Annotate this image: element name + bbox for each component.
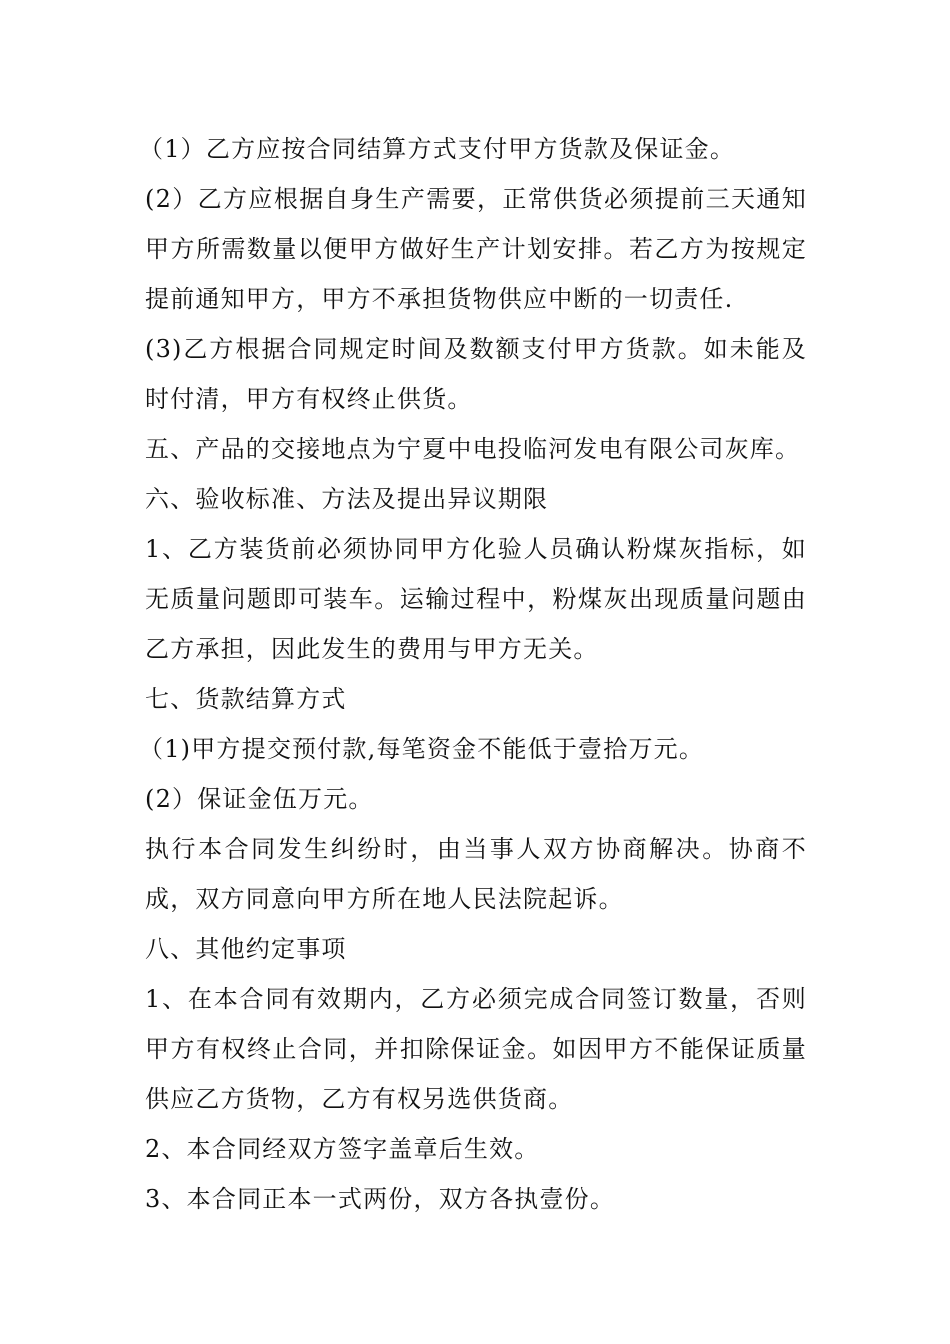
clause-copies: 3、本合同正本一式两份，双方各执壹份。	[145, 1185, 616, 1213]
section-other-terms-heading: 八、其他约定事项	[145, 935, 347, 963]
clause-contract-quantity: 1、在本合同有效期内，乙方必须完成合同签订数量，否则甲方有权终止合同，并扣除保证金。如因甲方不能保证质量供应乙方货物，乙方有权另选供货商。	[145, 985, 807, 1113]
document-body	[139, 124, 807, 1224]
clause-deposit: (2）保证金伍万元。	[145, 785, 374, 813]
clause-dispute-resolution: 执行本合同发生纠纷时，由当事人双方协商解决。协商不成，双方同意向甲方所在地人民法院起诉。	[145, 835, 807, 913]
section-delivery-location: 五、产品的交接地点为宁夏中电投临河发电有限公司灰库。	[145, 435, 801, 463]
clause-prepayment: （1)甲方提交预付款,每笔资金不能低于壹拾万元。	[139, 735, 705, 763]
clause-payment-method: （1）乙方应按合同结算方式支付甲方货款及保证金。	[139, 135, 736, 163]
clause-quality-check: 1、乙方装货前必须协同甲方化验人员确认粉煤灰指标，如无质量问题即可装车。运输过程中，粉煤灰出现质量问题由乙方承担，因此发生的费用与甲方无关。	[145, 535, 807, 663]
clause-payment-deadline: (3)乙方根据合同规定时间及数额支付甲方货款。如未能及时付清，甲方有权终止供货。	[145, 335, 807, 413]
section-settlement-heading: 七、货款结算方式	[145, 685, 347, 713]
clause-supply-notice: (2）乙方应根据自身生产需要，正常供货必须提前三天通知甲方所需数量以便甲方做好生产计划安排。若乙方为按规定提前通知甲方，甲方不承担货物供应中断的一切责任.	[145, 185, 807, 313]
clause-effective: 2、本合同经双方签字盖章后生效。	[145, 1135, 540, 1163]
section-acceptance-heading: 六、验收标准、方法及提出异议期限	[145, 485, 549, 513]
